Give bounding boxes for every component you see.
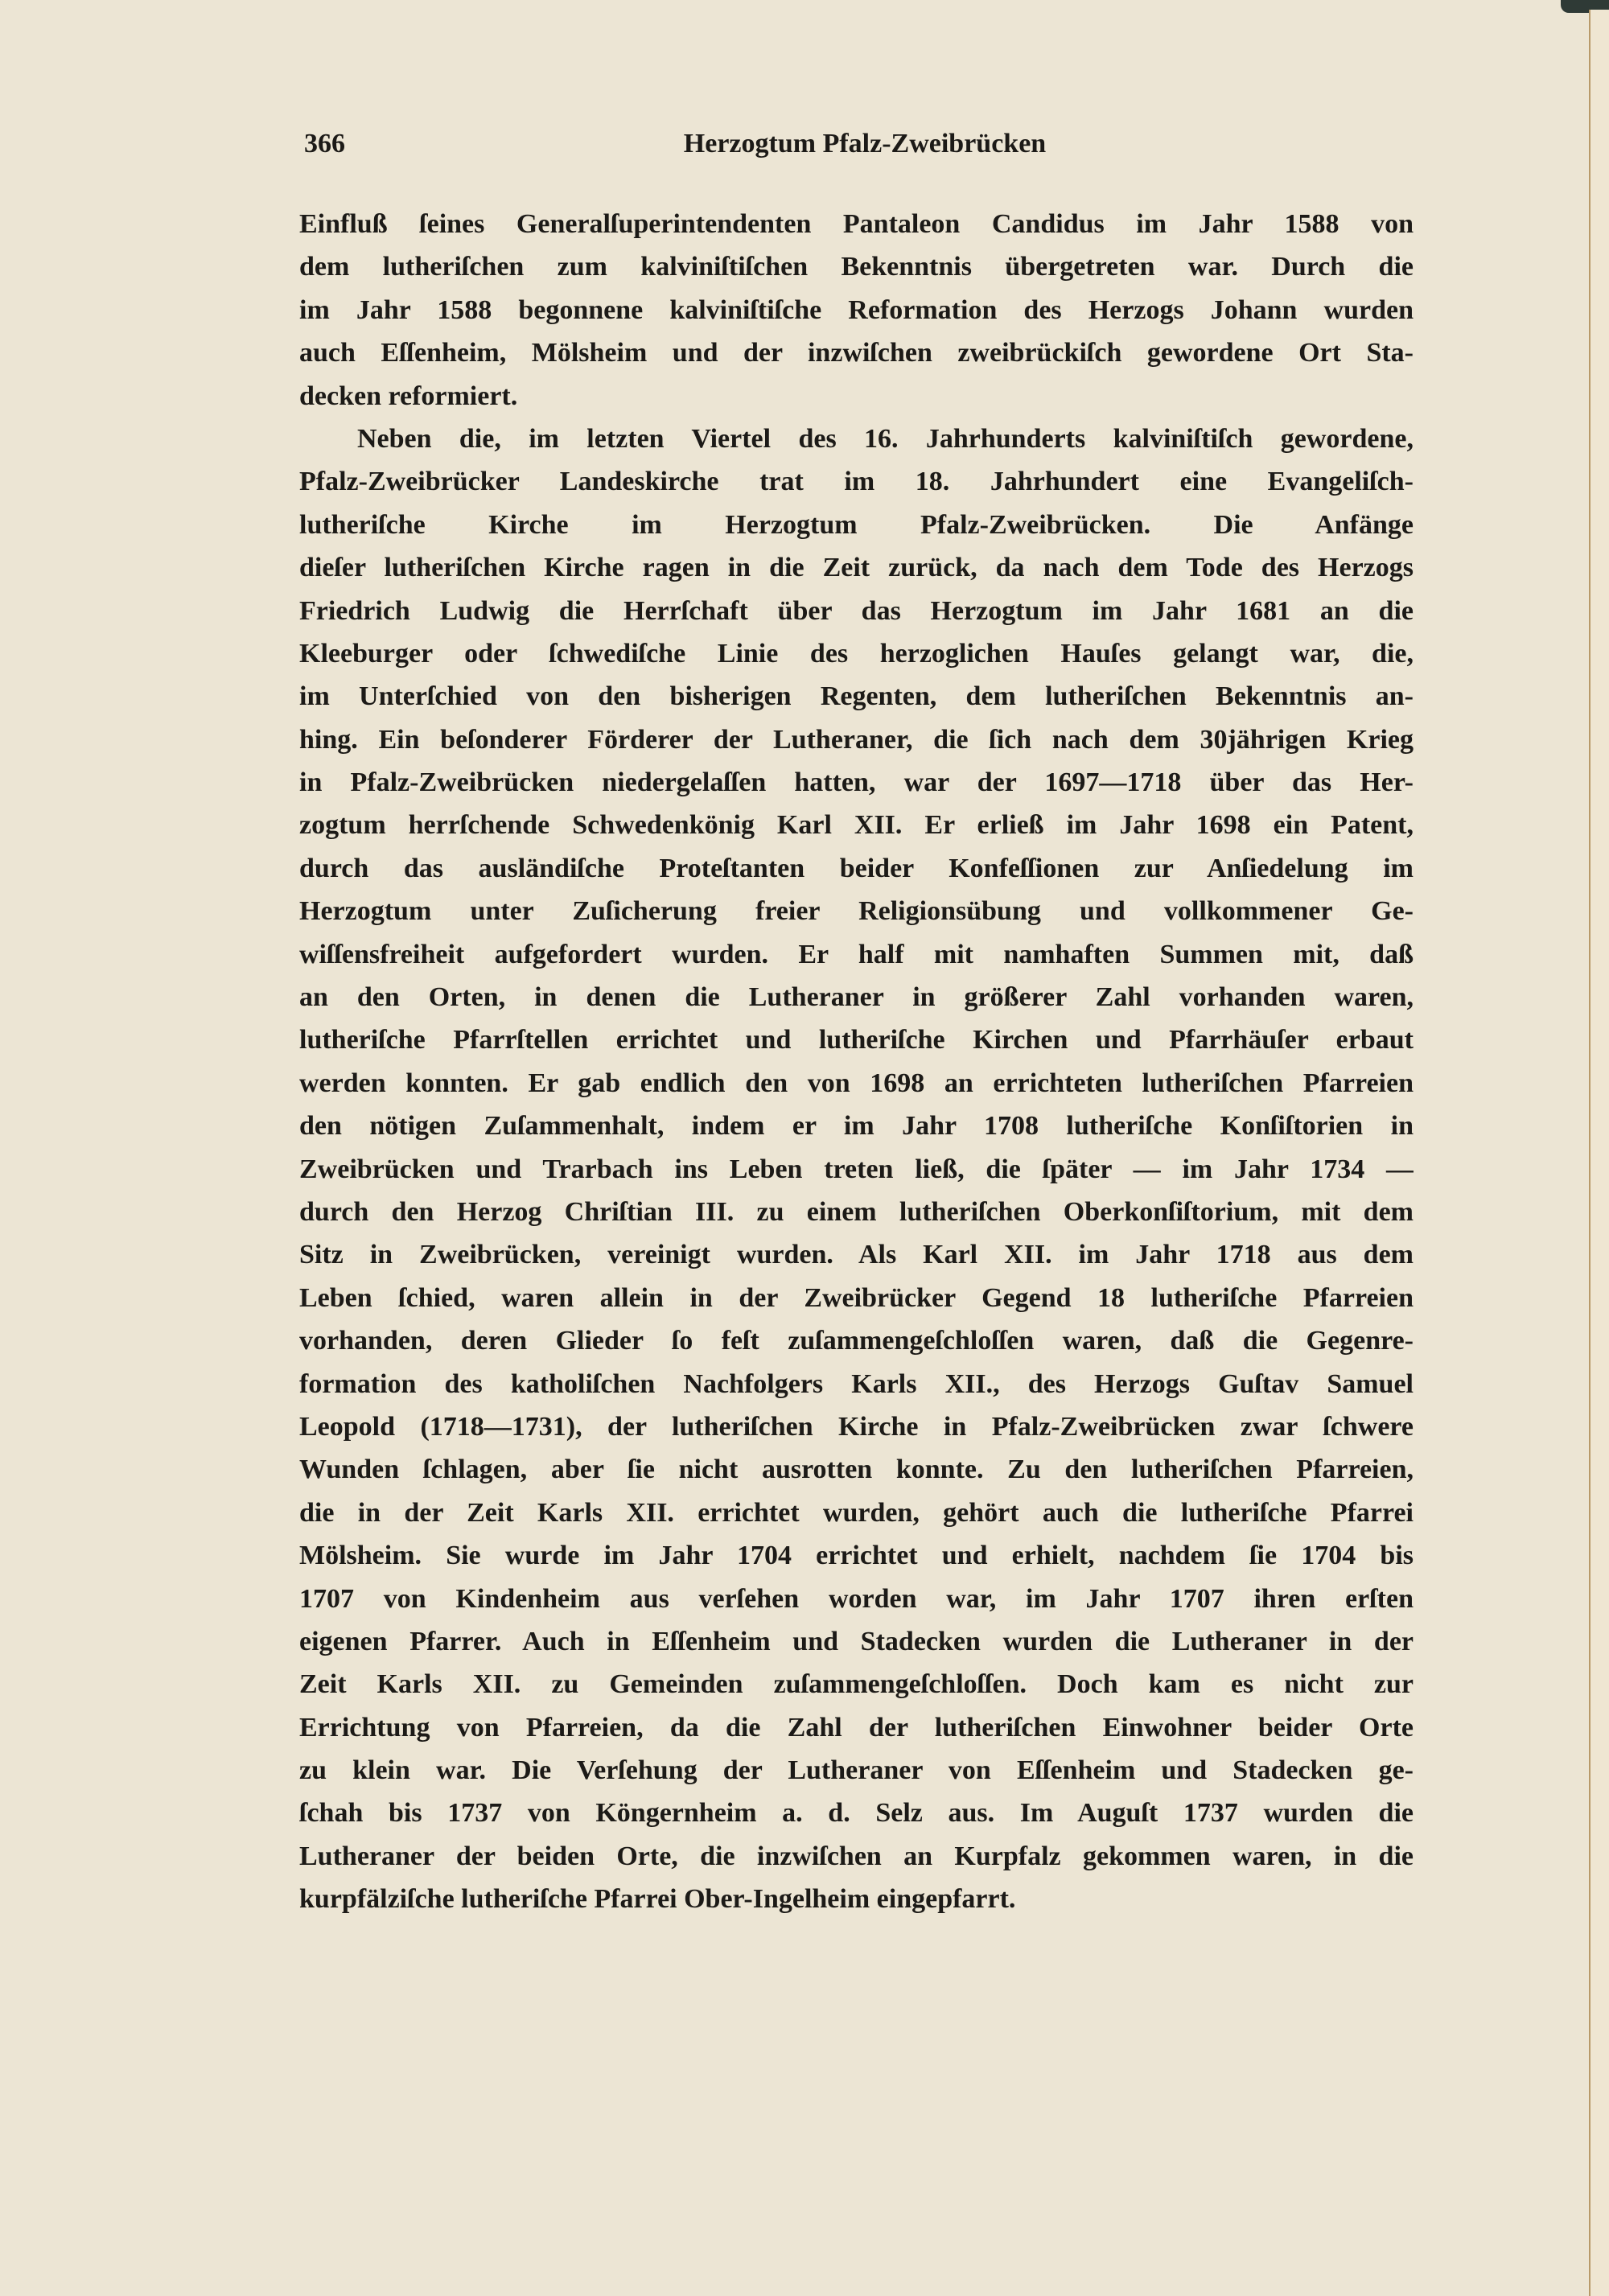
text-line: zogtum herrſchende Schwedenkönig Karl XII. Er erließ im Jahr 1698 ein Patent, bbox=[299, 810, 1414, 841]
text-line: in Pfalz-Zweibrücken niedergelaſſen hatten, war der 1697—1718 über das Her- bbox=[299, 767, 1414, 798]
page-number: 366 bbox=[304, 129, 345, 158]
paragraph bbox=[299, 418, 1414, 1921]
text-line: im Jahr 1588 begonnene kalviniſtiſche Reformation des Herzogs Johann wurden bbox=[299, 294, 1414, 325]
text-line: decken reformiert. bbox=[299, 381, 518, 411]
text-line: vorhanden, deren Glieder ſo feſt zuſammengeſchloſſen waren, daß die Gegenre- bbox=[299, 1326, 1414, 1356]
text-line: Zeit Karls XII. zu Gemeinden zuſammengeſchloſſen. Doch kam es nicht zur bbox=[299, 1669, 1414, 1700]
text-line: den nötigen Zuſammenhalt, indem er im Jahr 1708 lutheriſche Konſiſtorien in bbox=[299, 1111, 1414, 1142]
text-line: Mölsheim. Sie wurde im Jahr 1704 errichtet und erhielt, nachdem ſie 1704 bis bbox=[299, 1541, 1414, 1571]
text-line: Leben ſchied, waren allein in der Zweibrücker Gegend 18 lutheriſche Pfarreien bbox=[299, 1282, 1414, 1313]
text-line: lutheriſche Pfarrſtellen errichtet und lutheriſche Kirchen und Pfarrhäuſer erbaut bbox=[299, 1025, 1414, 1055]
text-line: ſchah bis 1737 von Köngernheim a. d. Selz aus. Im Auguſt 1737 wurden die bbox=[299, 1798, 1414, 1829]
text-line: formation des katholiſchen Nachfolgers Karls XII., des Herzogs Guſtav Samuel bbox=[299, 1368, 1414, 1399]
text-line: Einfluß ſeines Generalſuperintendenten Pantaleon Candidus im Jahr 1588 von bbox=[299, 209, 1414, 239]
text-line: Neben die, im letzten Viertel des 16. Jahrhunderts kalviniſtiſch gewordene, bbox=[357, 423, 1414, 454]
text-line: Herzogtum unter Zuſicherung freier Religionsübung und vollkommener Ge- bbox=[299, 896, 1414, 927]
running-title: Herzogtum Pfalz-Zweibrücken bbox=[683, 129, 1047, 158]
text-line: Pfalz-Zweibrücker Landeskirche trat im 18. Jahrhundert eine Evangeliſch- bbox=[299, 467, 1414, 497]
text-line: Errichtung von Pfarreien, da die Zahl der lutheriſchen Einwohner beider Orte bbox=[299, 1712, 1414, 1743]
text-line: durch den Herzog Chriſtian III. zu einem lutheriſchen Oberkonſiſtorium, mit dem bbox=[299, 1196, 1414, 1227]
text-line: Friedrich Ludwig die Herrſchaft über das Herzogtum im Jahr 1681 an die bbox=[299, 595, 1414, 626]
text-line: dem lutheriſchen zum kalviniſtiſchen Bekenntnis übergetreten war. Durch die bbox=[299, 252, 1414, 282]
text-line: durch das ausländiſche Proteſtanten beider Konfeſſionen zur Anſiedelung im bbox=[299, 853, 1414, 883]
text-line: kurpfälziſche lutheriſche Pfarrei Ober-Ingelheim eingepfarrt. bbox=[299, 1884, 1016, 1915]
text-line: dieſer lutheriſchen Kirche ragen in die Zeit zurück, da nach dem Tode des Herzogs bbox=[299, 553, 1414, 583]
text-line: Kleeburger oder ſchwediſche Linie des herzoglichen Hauſes gelangt war, die, bbox=[299, 638, 1414, 669]
text-line: wiſſensfreiheit aufgefordert wurden. Er half mit namhaften Summen mit, daß bbox=[299, 939, 1414, 969]
text-line: 1707 von Kindenheim aus verſehen worden war, im Jahr 1707 ihren erſten bbox=[299, 1583, 1414, 1614]
text-line: Sitz in Zweibrücken, vereinigt wurden. Als Karl XII. im Jahr 1718 aus dem bbox=[299, 1240, 1414, 1270]
body-text bbox=[299, 203, 1414, 1921]
text-line: eigenen Pfarrer. Auch in Eſſenheim und Stadecken wurden die Lutheraner in der bbox=[299, 1626, 1414, 1656]
text-line: Lutheraner der beiden Orte, die inzwiſchen an Kurpfalz gekommen waren, in die bbox=[299, 1841, 1414, 1871]
text-line: hing. Ein beſonderer Förderer der Lutheraner, die ſich nach dem 30jährigen Krieg bbox=[299, 724, 1414, 755]
text-line: werden konnten. Er gab endlich den von 1698 an errichteten lutheriſchen Pfarreien bbox=[299, 1068, 1414, 1098]
text-line: Zweibrücken und Trarbach ins Leben treten ließ, die ſpäter — im Jahr 1734 — bbox=[299, 1154, 1414, 1184]
page-fold-edge bbox=[1589, 10, 1609, 2296]
paragraph bbox=[299, 203, 1414, 418]
text-line: im Unterſchied von den bisherigen Regenten, dem lutheriſchen Bekenntnis an- bbox=[299, 681, 1414, 712]
text-line: zu klein war. Die Verſehung der Lutheraner von Eſſenheim und Stadecken ge- bbox=[299, 1755, 1414, 1786]
text-line: an den Orten, in denen die Lutheraner in größerer Zahl vorhanden waren, bbox=[299, 982, 1414, 1013]
text-line: auch Eſſenheim, Mölsheim und der inzwiſchen zweibrückiſch gewordene Ort Sta- bbox=[299, 338, 1414, 368]
text-line: lutheriſche Kirche im Herzogtum Pfalz-Zweibrücken. Die Anfänge bbox=[299, 509, 1414, 540]
text-line: Leopold (1718—1731), der lutheriſchen Kirche in Pfalz-Zweibrücken zwar ſchwere bbox=[299, 1411, 1414, 1442]
text-line: die in der Zeit Karls XII. errichtet wurden, gehört auch die lutheriſche Pfarrei bbox=[299, 1497, 1414, 1528]
text-line: Wunden ſchlagen, aber ſie nicht ausrotten konnte. Zu den lutheriſchen Pfarreien, bbox=[299, 1455, 1414, 1485]
